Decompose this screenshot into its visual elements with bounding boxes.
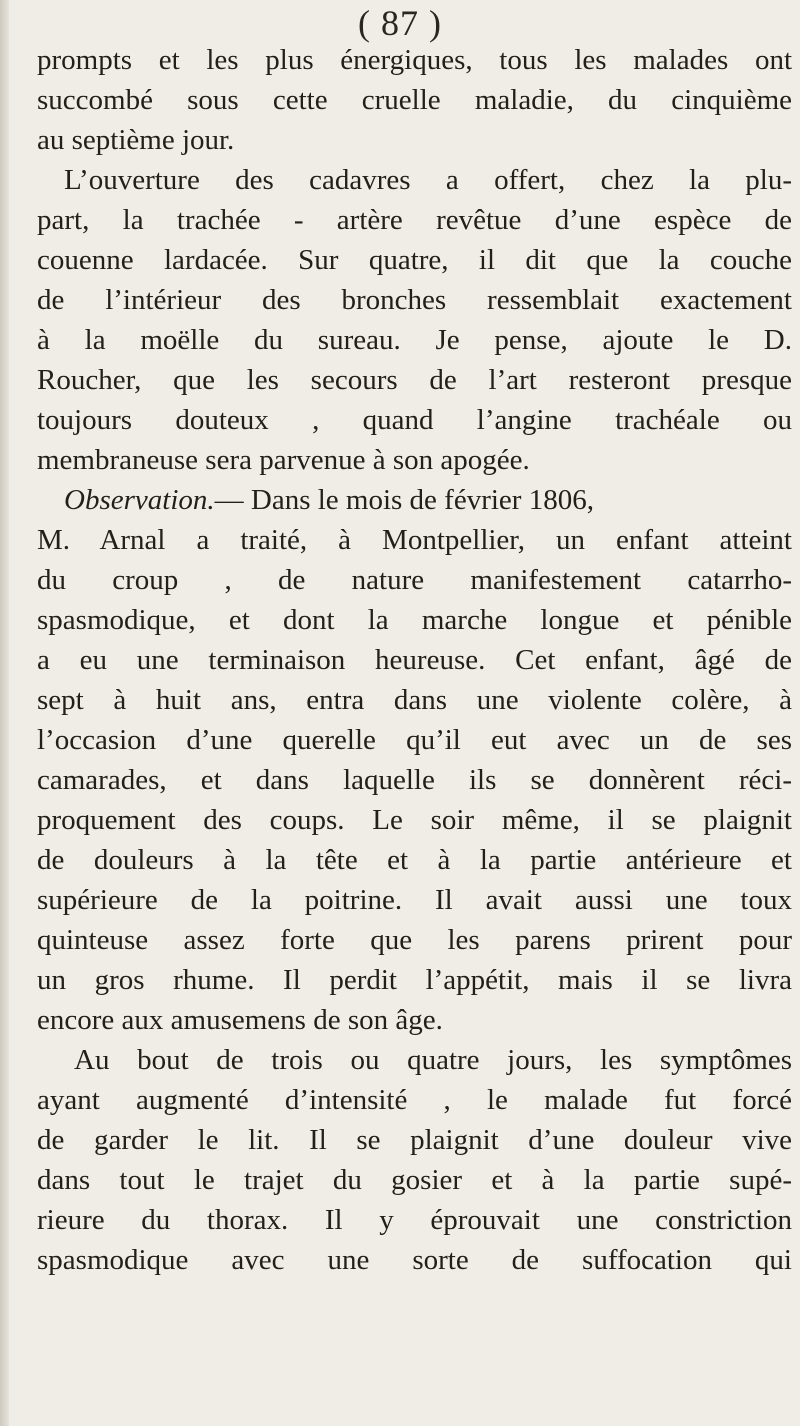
text-line: couenne lardacée. Sur quatre, il dit que la couche bbox=[37, 244, 792, 276]
text-line: de douleurs à la tête et à la partie antérieure et bbox=[37, 844, 792, 876]
text-line: encore aux amusemens de son âge. bbox=[37, 1004, 443, 1036]
observation-text: — Dans le mois de février 1806, bbox=[214, 484, 594, 516]
body-text bbox=[37, 40, 792, 1280]
text-line: part, la trachée - artère revêtue d’une espèce de bbox=[37, 204, 792, 236]
text-line: L’ouverture des cadavres a offert, chez la plu- bbox=[64, 164, 792, 196]
text-line: membraneuse sera parvenue à son apogée. bbox=[37, 444, 530, 476]
text-line: Roucher, que les secours de l’art resteront presque bbox=[37, 364, 792, 396]
page-binding-edge bbox=[0, 0, 9, 1426]
text-line: l’occasion d’une querelle qu’il eut avec un de ses bbox=[37, 724, 792, 756]
text-line: succombé sous cette cruelle maladie, du cinquième bbox=[37, 84, 792, 116]
page-number: ( 87 ) bbox=[358, 3, 442, 43]
text-line: ayant augmenté d’intensité , le malade fut forcé bbox=[37, 1084, 792, 1116]
text-line: du croup , de nature manifestement catarrho- bbox=[37, 564, 792, 596]
text-line: supérieure de la poitrine. Il avait aussi une toux bbox=[37, 884, 792, 916]
text-line: au septième jour. bbox=[37, 124, 235, 156]
text-line: spasmodique avec une sorte de suffocation qui bbox=[37, 1244, 792, 1276]
text-line: toujours douteux , quand l’angine trachéale ou bbox=[37, 404, 792, 436]
text-line: quinteuse assez forte que les parens prirent pour bbox=[37, 924, 792, 956]
text-line: à la moëlle du sureau. Je pense, ajoute le D. bbox=[37, 324, 792, 356]
text-line: camarades, et dans laquelle ils se donnèrent réci- bbox=[37, 764, 792, 796]
text-line: Au bout de trois ou quatre jours, les symptômes bbox=[74, 1044, 792, 1076]
text-line: sept à huit ans, entra dans une violente colère, à bbox=[37, 684, 792, 716]
observation-line bbox=[37, 480, 792, 520]
text-line: rieure du thorax. Il y éprouvait une constriction bbox=[37, 1204, 792, 1236]
text-line: dans tout le trajet du gosier et à la partie supé- bbox=[37, 1164, 792, 1196]
text-line: de l’intérieur des bronches ressemblait exactement bbox=[37, 284, 792, 316]
text-line: a eu une terminaison heureuse. Cet enfant, âgé de bbox=[37, 644, 792, 676]
text-line: prompts et les plus énergiques, tous les malades ont bbox=[37, 44, 792, 76]
text-line: un gros rhume. Il perdit l’appétit, mais il se livra bbox=[37, 964, 792, 996]
observation-label: Observation. bbox=[64, 484, 215, 516]
text-line: proquement des coups. Le soir même, il se plaignit bbox=[37, 804, 792, 836]
text-line: M. Arnal a traité, à Montpellier, un enfant atteint bbox=[37, 524, 792, 556]
text-line: spasmodique, et dont la marche longue et pénible bbox=[37, 604, 792, 636]
text-line: de garder le lit. Il se plaignit d’une douleur vive bbox=[37, 1124, 792, 1156]
